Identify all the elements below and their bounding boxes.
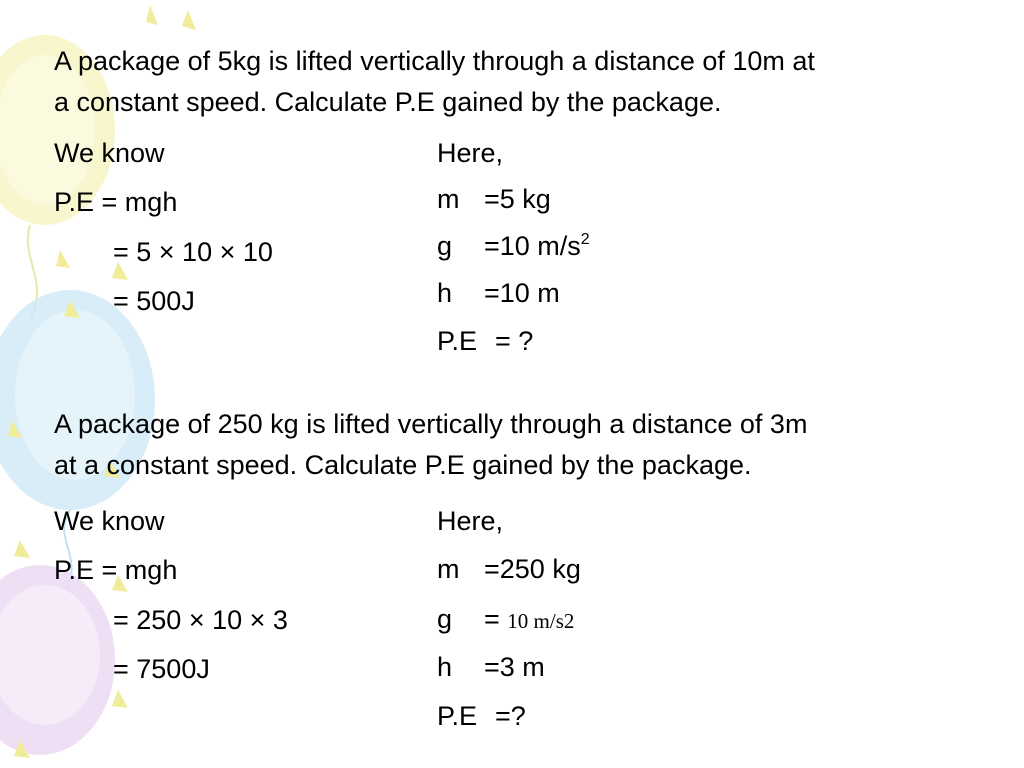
- problem1-given-h-symbol: h: [437, 278, 453, 308]
- problem2-statement-line2: at a constant speed. Calculate P.E gained by the package.: [54, 450, 752, 480]
- problem1-given-m-symbol: m: [437, 184, 460, 214]
- problem1-statement-line2: a constant speed. Calculate P.E gained by the package.: [54, 87, 722, 117]
- problem2-given-g-symbol: g: [437, 604, 453, 634]
- problem2-given-g-equals: =: [484, 604, 500, 634]
- problem1-formula: P.E = mgh: [54, 187, 178, 217]
- problem2-given-pe-value: =?: [495, 701, 526, 731]
- problem1-given-g-superscript: 2: [580, 231, 590, 248]
- problem1-given-g-value-text: =10 m/s: [484, 231, 581, 261]
- problem1-given-pe-symbol: P.E: [437, 326, 478, 356]
- purple-balloon: [0, 565, 115, 755]
- problem2-given-h-symbol: h: [437, 652, 453, 682]
- problem2-statement-line1: A package of 250 kg is lifted vertically through a distance of 3m: [54, 409, 808, 439]
- problem1-here: Here,: [437, 138, 504, 168]
- problem2-given-h-value: =3 m: [484, 652, 545, 682]
- problem2-result: = 7500J: [113, 654, 210, 684]
- problem1-given-m-value: =5 kg: [484, 184, 551, 214]
- problem1-given-g-value: [484, 230, 590, 262]
- problem1-given-g-symbol: g: [437, 231, 453, 261]
- problem2-given-m-value: =250 kg: [484, 554, 581, 584]
- problem1-statement-line1: A package of 5kg is lifted vertically through a distance of 10m at: [54, 46, 815, 76]
- problem1-given-h-value: =10 m: [484, 278, 560, 308]
- problem2-given-g-value: [484, 603, 574, 637]
- problem2-given-g-extra: 10 m/s2: [507, 609, 575, 633]
- problem1-we-know: We know: [54, 138, 165, 168]
- problem1-given-pe-value: = ?: [495, 326, 534, 356]
- problem2-given-m-symbol: m: [437, 554, 460, 584]
- problem2-we-know: We know: [54, 506, 165, 536]
- problem2-given-pe-symbol: P.E: [437, 701, 478, 731]
- yellow-balloon: [0, 35, 115, 320]
- problem2-substitution: = 250 × 10 × 3: [113, 605, 288, 635]
- problem2-formula: P.E = mgh: [54, 555, 178, 585]
- problem2-here: Here,: [437, 506, 504, 536]
- problem1-substitution: = 5 × 10 × 10: [113, 237, 273, 267]
- problem1-result: = 500J: [113, 286, 195, 316]
